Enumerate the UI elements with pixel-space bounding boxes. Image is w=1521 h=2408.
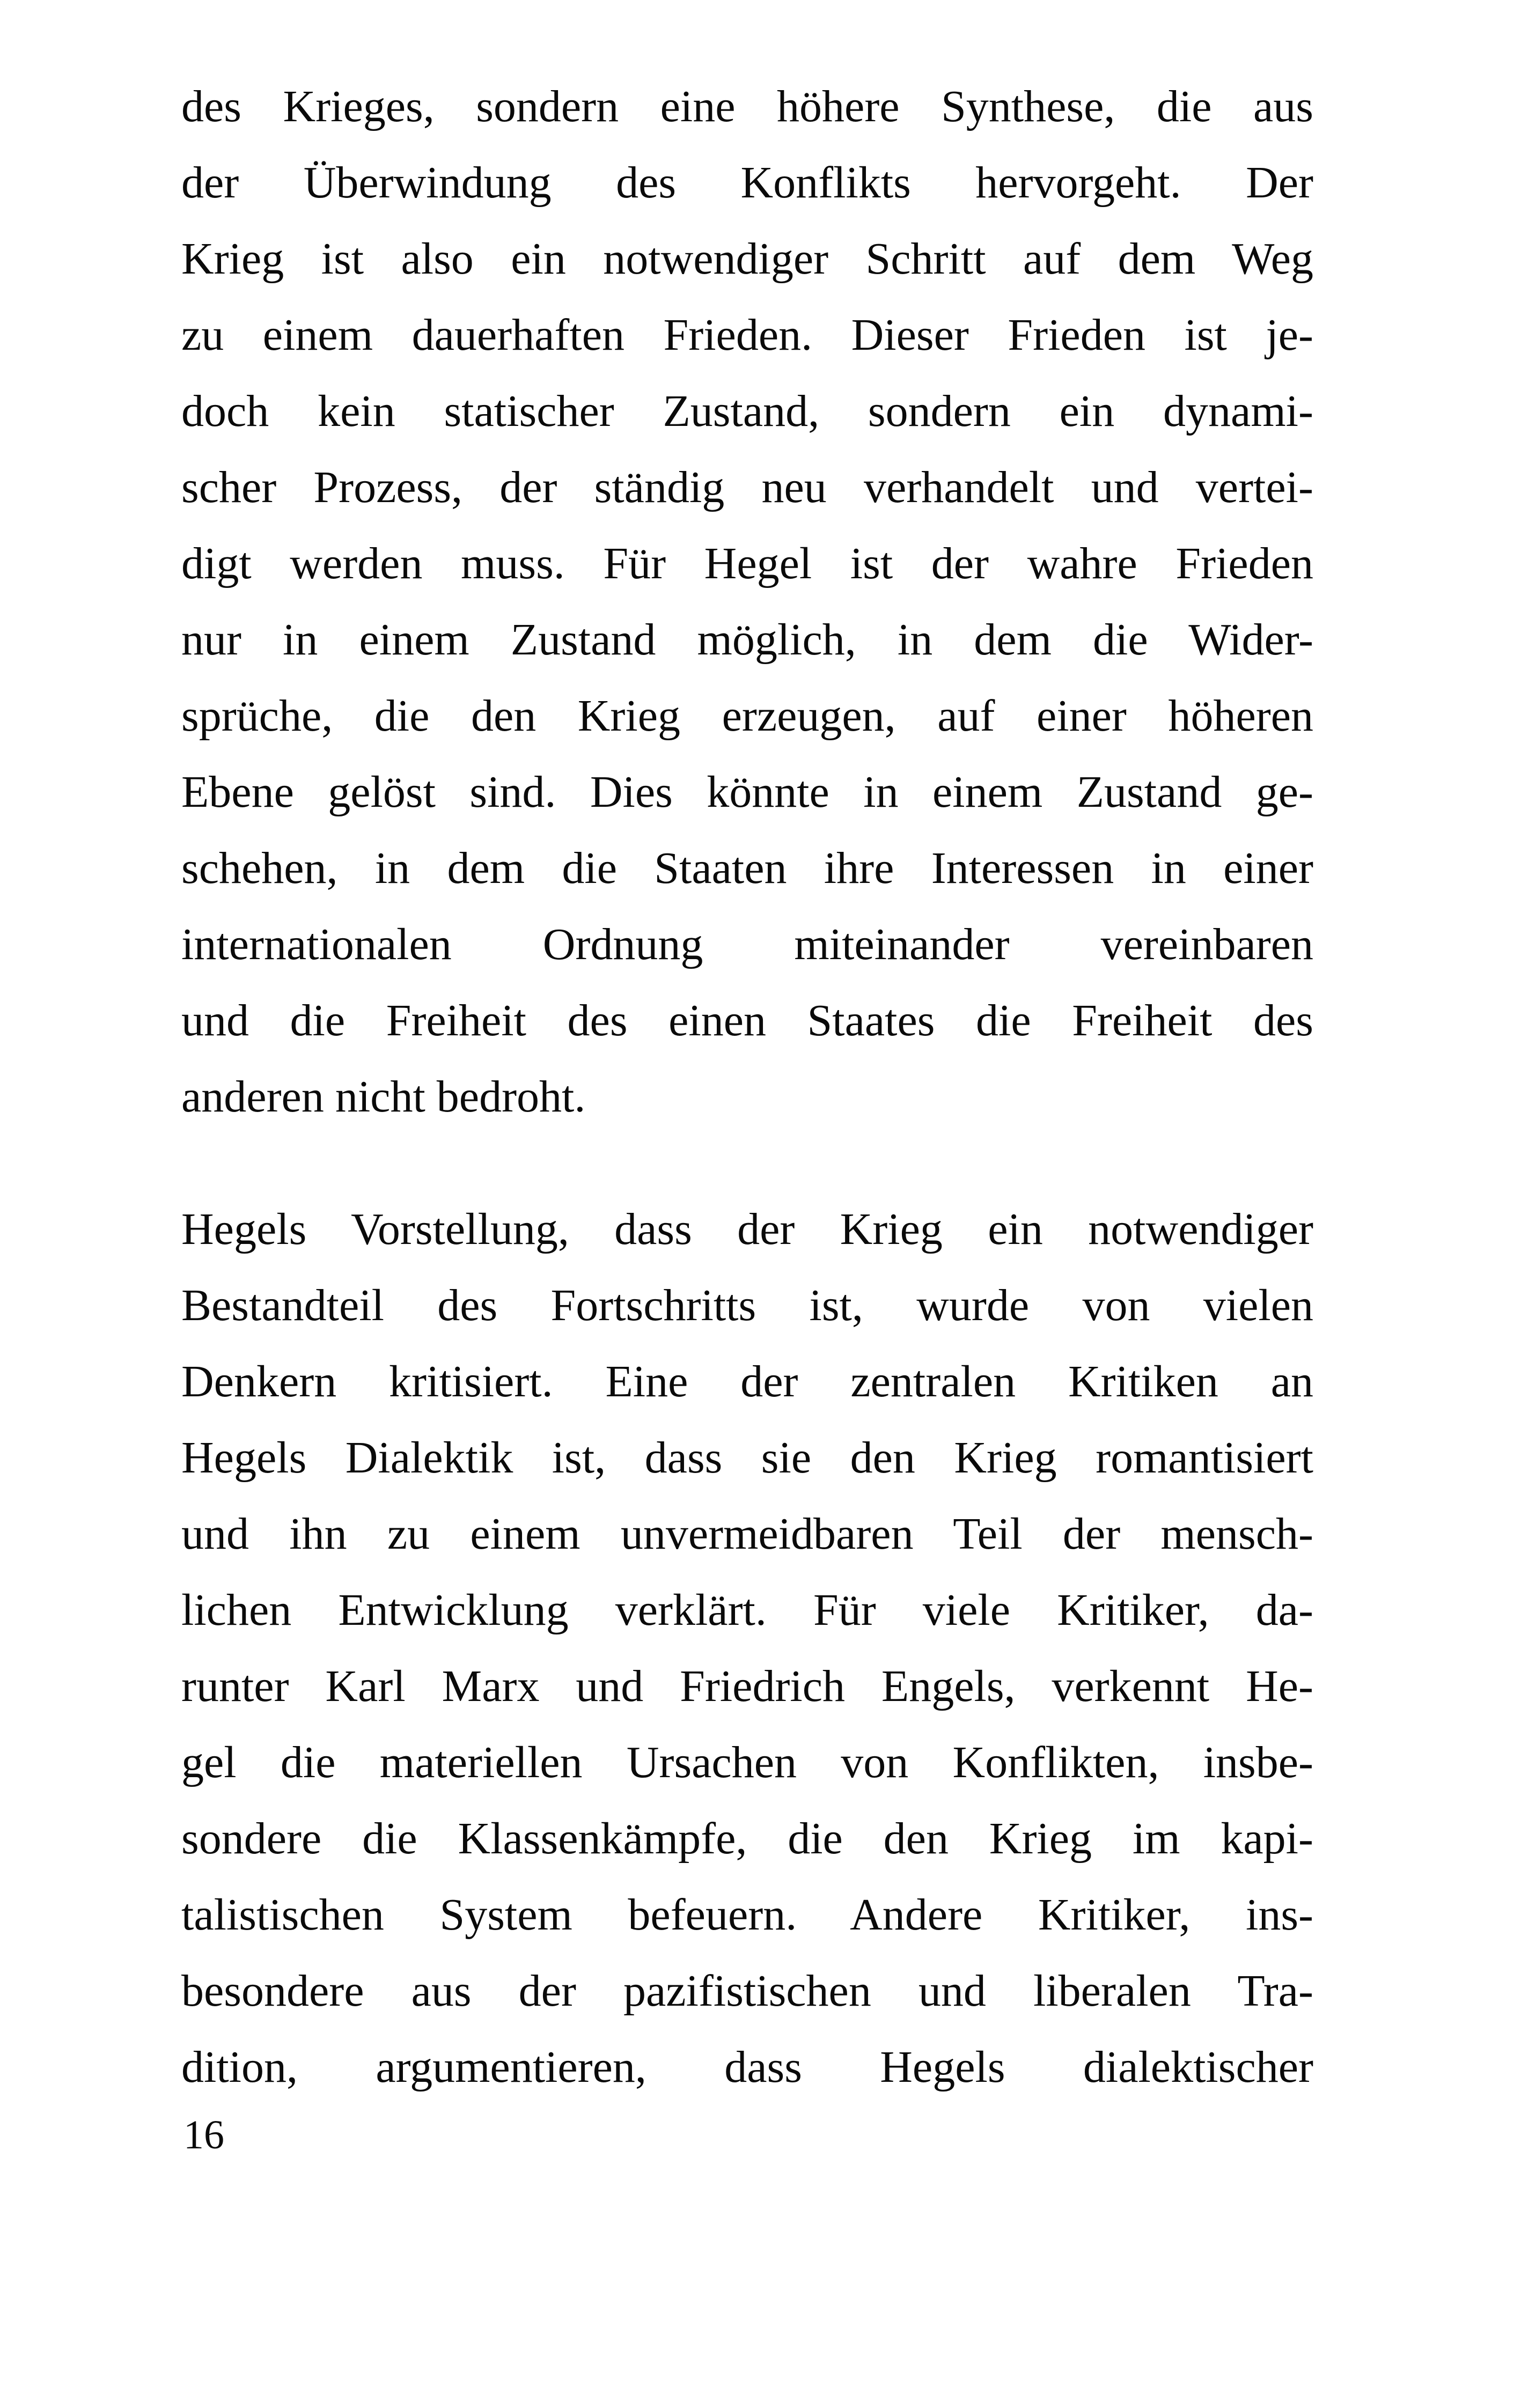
text-line: Hegels Dialektik ist, dass sie den Krieg romantisiert [181, 1433, 1313, 1483]
text-line: sprüche, die den Krieg erzeugen, auf einer höheren [181, 691, 1313, 741]
text-line: Krieg ist also ein notwendiger Schritt auf dem Weg [181, 234, 1313, 284]
text-line: und ihn zu einem unvermeidbaren Teil der mensch- [181, 1509, 1313, 1559]
text-line: sondere die Klassenkämpfe, die den Krieg im kapi- [181, 1814, 1313, 1864]
paragraph [181, 69, 1313, 1135]
text-line: schehen, in dem die Staaten ihre Interessen in einer [181, 843, 1313, 893]
text-line: Ebene gelöst sind. Dies könnte in einem Zustand ge- [181, 767, 1313, 817]
text-line: scher Prozess, der ständig neu verhandelt und vertei- [181, 462, 1313, 512]
text-line: der Überwindung des Konflikts hervorgeht. Der [181, 158, 1313, 208]
page-number: 16 [183, 2112, 224, 2157]
page-text [181, 69, 1313, 2105]
text-line: besondere aus der pazifistischen und liberalen Tra- [181, 1966, 1313, 2016]
text-line: zu einem dauerhaften Frieden. Dieser Frieden ist je- [181, 310, 1313, 360]
text-line: gel die materiellen Ursachen von Konflikten, insbe- [181, 1737, 1313, 1787]
text-line: und die Freiheit des einen Staates die Freiheit des [181, 996, 1313, 1045]
text-line: lichen Entwicklung verklärt. Für viele Kritiker, da- [181, 1585, 1313, 1635]
text-line: nur in einem Zustand möglich, in dem die Wider- [181, 615, 1313, 665]
text-line: des Krieges, sondern eine höhere Synthese, die aus [181, 82, 1313, 131]
text-line: Hegels Vorstellung, dass der Krieg ein notwendiger [181, 1204, 1313, 1254]
text-line: dition, argumentieren, dass Hegels dialektischer [181, 2042, 1313, 2092]
text-line: internationalen Ordnung miteinander vereinbaren [181, 919, 1313, 969]
text-line: digt werden muss. Für Hegel ist der wahre Frieden [181, 539, 1313, 588]
text-line: Bestandteil des Fortschritts ist, wurde von vielen [181, 1280, 1313, 1330]
text-line: doch kein statischer Zustand, sondern ein dynami- [181, 386, 1313, 436]
text-line: Denkern kritisiert. Eine der zentralen Kritiken an [181, 1357, 1313, 1406]
text-line: runter Karl Marx und Friedrich Engels, verkennt He- [181, 1661, 1313, 1711]
text-line: anderen nicht bedroht. [181, 1072, 586, 1122]
text-line: talistischen System befeuern. Andere Kritiker, ins- [181, 1890, 1313, 1940]
paragraph [181, 1191, 1313, 2105]
